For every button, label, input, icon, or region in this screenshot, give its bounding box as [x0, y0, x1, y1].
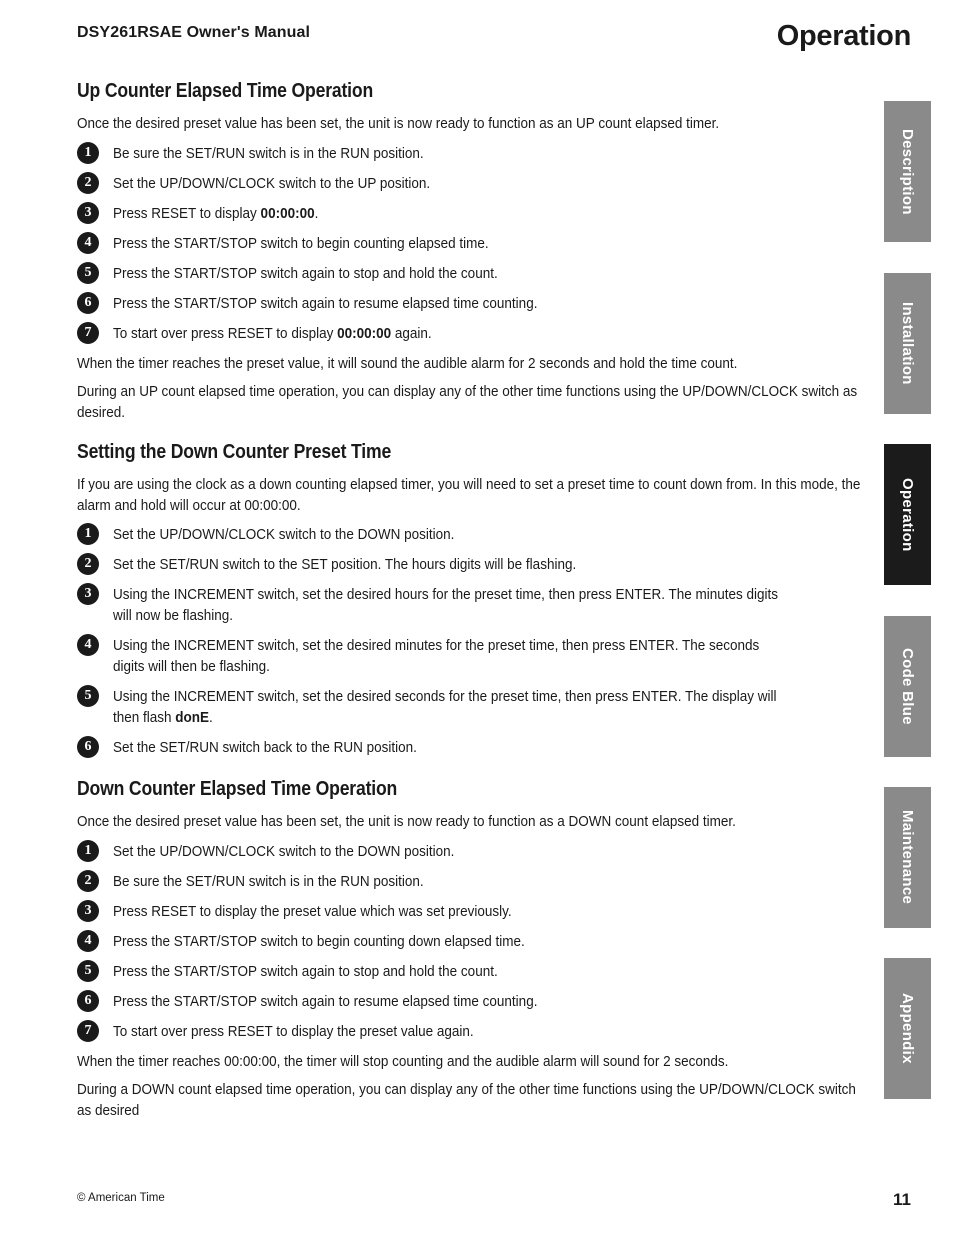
step-text-part: To start over press RESET to display	[113, 324, 338, 342]
section-heading: Down Counter Elapsed Time Operation	[77, 778, 398, 800]
step-text-part: Set the UP/DOWN/CLOCK switch to the UP position.	[113, 174, 431, 192]
step-number-badge: 3	[77, 900, 99, 922]
section-paragraph: When the timer reaches the preset value, it will sound the audible alarm for 2 seconds and hold the time count.	[77, 354, 738, 372]
step-text-part: Press the START/STOP switch again to resume elapsed time counting.	[113, 992, 538, 1010]
step-text-part: Using the INCREMENT switch, set the desired hours for the preset time, then press ENTER. The minutes digits will now be flashing.	[113, 586, 779, 624]
side-tab-label: Operation	[899, 477, 916, 552]
page-number: 11	[893, 1190, 911, 1209]
step-text	[113, 323, 793, 344]
section-spacer	[77, 1129, 869, 1139]
section-spacer	[77, 768, 869, 778]
step-text-part: Set the UP/DOWN/CLOCK switch to the DOWN position.	[113, 842, 455, 860]
step-text	[113, 686, 793, 728]
step-text	[113, 524, 793, 545]
step-item	[77, 323, 869, 344]
step-text	[113, 1021, 793, 1042]
step-item	[77, 991, 869, 1012]
step-text-part: Press RESET to display	[113, 204, 261, 222]
step-text-part: Set the SET/RUN switch to the SET position. The hours digits will be flashing.	[113, 556, 577, 573]
step-text	[113, 841, 793, 862]
step-item	[77, 143, 869, 164]
section-title: Operation	[776, 20, 911, 52]
step-item	[77, 841, 869, 862]
footer-copyright: © American Time	[77, 1192, 165, 1204]
step-list	[77, 524, 869, 758]
side-tab-label: Description	[899, 128, 916, 215]
section-paragraph: When the timer reaches 00:00:00, the timer will stop counting and the audible alarm will sound for 2 seconds.	[77, 1052, 729, 1070]
step-text-part: Set the SET/RUN switch back to the RUN position.	[113, 739, 417, 756]
step-item	[77, 1021, 869, 1042]
step-number-badge: 6	[77, 292, 99, 314]
manual-title: DSY261RSAE Owner's Manual	[77, 24, 311, 41]
step-number-badge: 1	[77, 523, 99, 545]
step-number-badge: 4	[77, 634, 99, 656]
step-text-part: Set the UP/DOWN/CLOCK switch to the DOWN position.	[113, 526, 455, 543]
step-text-part: Using the INCREMENT switch, set the desired minutes for the preset time, then press ENTER. The seconds digits will then be flashing.	[113, 637, 760, 675]
step-text	[113, 635, 793, 677]
step-text	[113, 901, 793, 922]
step-item	[77, 233, 869, 254]
step-text	[113, 554, 793, 575]
step-list	[77, 841, 869, 1042]
step-text	[113, 143, 793, 164]
step-text-part: Press the START/STOP switch again to stop and hold the count.	[113, 264, 498, 282]
side-tab-label: Code Blue	[899, 648, 916, 725]
step-number-badge: 6	[77, 990, 99, 1012]
step-item	[77, 554, 869, 575]
step-text	[113, 961, 793, 982]
side-tab-description[interactable]	[884, 101, 931, 242]
step-item	[77, 173, 869, 194]
step-item	[77, 961, 869, 982]
step-number-badge: 2	[77, 870, 99, 892]
step-text-part: .	[209, 709, 213, 726]
step-number-badge: 3	[77, 202, 99, 224]
step-number-badge: 4	[77, 232, 99, 254]
step-text-part: Be sure the SET/RUN switch is in the RUN position.	[113, 144, 424, 162]
step-item	[77, 203, 869, 224]
step-text-part: .	[314, 204, 319, 222]
section-intro: If you are using the clock as a down counting elapsed timer, you will need to set a preset time to count down from. In this mode, the alarm and hold will occur at 00:00:00.	[77, 476, 861, 514]
step-number-badge: 2	[77, 553, 99, 575]
step-item	[77, 737, 869, 758]
step-text-part: Press the START/STOP switch to begin counting elapsed time.	[113, 234, 489, 252]
step-text	[113, 293, 793, 314]
step-number-badge: 5	[77, 262, 99, 284]
side-tab-maintenance[interactable]	[884, 787, 931, 928]
step-item	[77, 584, 869, 626]
step-number-badge: 7	[77, 1020, 99, 1042]
step-text-part: Press RESET to display the preset value which was set previously.	[113, 902, 512, 920]
step-text-part: Be sure the SET/RUN switch is in the RUN position.	[113, 872, 424, 890]
step-text-part: again.	[391, 324, 432, 342]
step-text-part: Press the START/STOP switch again to resume elapsed time counting.	[113, 294, 538, 312]
step-number-badge: 3	[77, 583, 99, 605]
step-item	[77, 635, 869, 677]
main-content	[77, 80, 869, 1139]
step-item	[77, 931, 869, 952]
step-text	[113, 584, 793, 626]
step-text	[113, 871, 793, 892]
step-text	[113, 263, 793, 284]
step-text	[113, 233, 793, 254]
step-text-part: To start over press RESET to display the preset value again.	[113, 1022, 474, 1040]
step-item	[77, 871, 869, 892]
section-spacer	[77, 431, 869, 441]
side-tab-operation[interactable]	[884, 444, 931, 585]
step-number-badge: 4	[77, 930, 99, 952]
step-text-bold: 00:00:00	[260, 204, 315, 222]
section-heading: Setting the Down Counter Preset Time	[77, 441, 392, 463]
step-text-part: Press the START/STOP switch to begin counting down elapsed time.	[113, 932, 525, 950]
step-text	[113, 931, 793, 952]
step-item	[77, 524, 869, 545]
step-text-bold: 00:00:00	[337, 324, 392, 342]
step-text	[113, 991, 793, 1012]
step-text	[113, 173, 793, 194]
step-text-part: Using the INCREMENT switch, set the desired seconds for the preset time, then press ENTER. The display will then flash	[113, 688, 777, 726]
step-text-part: Press the START/STOP switch again to stop and hold the count.	[113, 962, 498, 980]
step-text	[113, 203, 793, 224]
side-tab-appendix[interactable]	[884, 958, 931, 1099]
step-list	[77, 143, 869, 344]
step-number-badge: 1	[77, 840, 99, 862]
step-item	[77, 263, 869, 284]
side-tab-label: Maintenance	[899, 810, 916, 905]
step-number-badge: 5	[77, 960, 99, 982]
step-item	[77, 686, 869, 728]
step-number-badge: 5	[77, 685, 99, 707]
step-item	[77, 293, 869, 314]
side-tab-code-blue[interactable]	[884, 616, 931, 757]
step-number-badge: 1	[77, 142, 99, 164]
side-tab-installation[interactable]	[884, 273, 931, 414]
step-text-bold: donE	[175, 709, 210, 726]
section-paragraph: During an UP count elapsed time operation, you can display any of the other time functions using the UP/DOWN/CLOCK switch as desired.	[77, 383, 858, 421]
side-tab-label: Appendix	[899, 993, 916, 1064]
section-intro: Once the desired preset value has been set, the unit is now ready to function as a DOWN count elapsed timer.	[77, 813, 736, 830]
section-intro: Once the desired preset value has been set, the unit is now ready to function as an UP count elapsed timer.	[77, 115, 720, 132]
section-heading: Up Counter Elapsed Time Operation	[77, 80, 374, 102]
section-paragraph: During a DOWN count elapsed time operation, you can display any of the other time functions using the UP/DOWN/CLOCK switch as desired	[77, 1081, 856, 1119]
step-number-badge: 2	[77, 172, 99, 194]
step-item	[77, 901, 869, 922]
side-tab-label: Installation	[899, 302, 916, 385]
step-text	[113, 737, 793, 758]
step-number-badge: 6	[77, 736, 99, 758]
step-number-badge: 7	[77, 322, 99, 344]
